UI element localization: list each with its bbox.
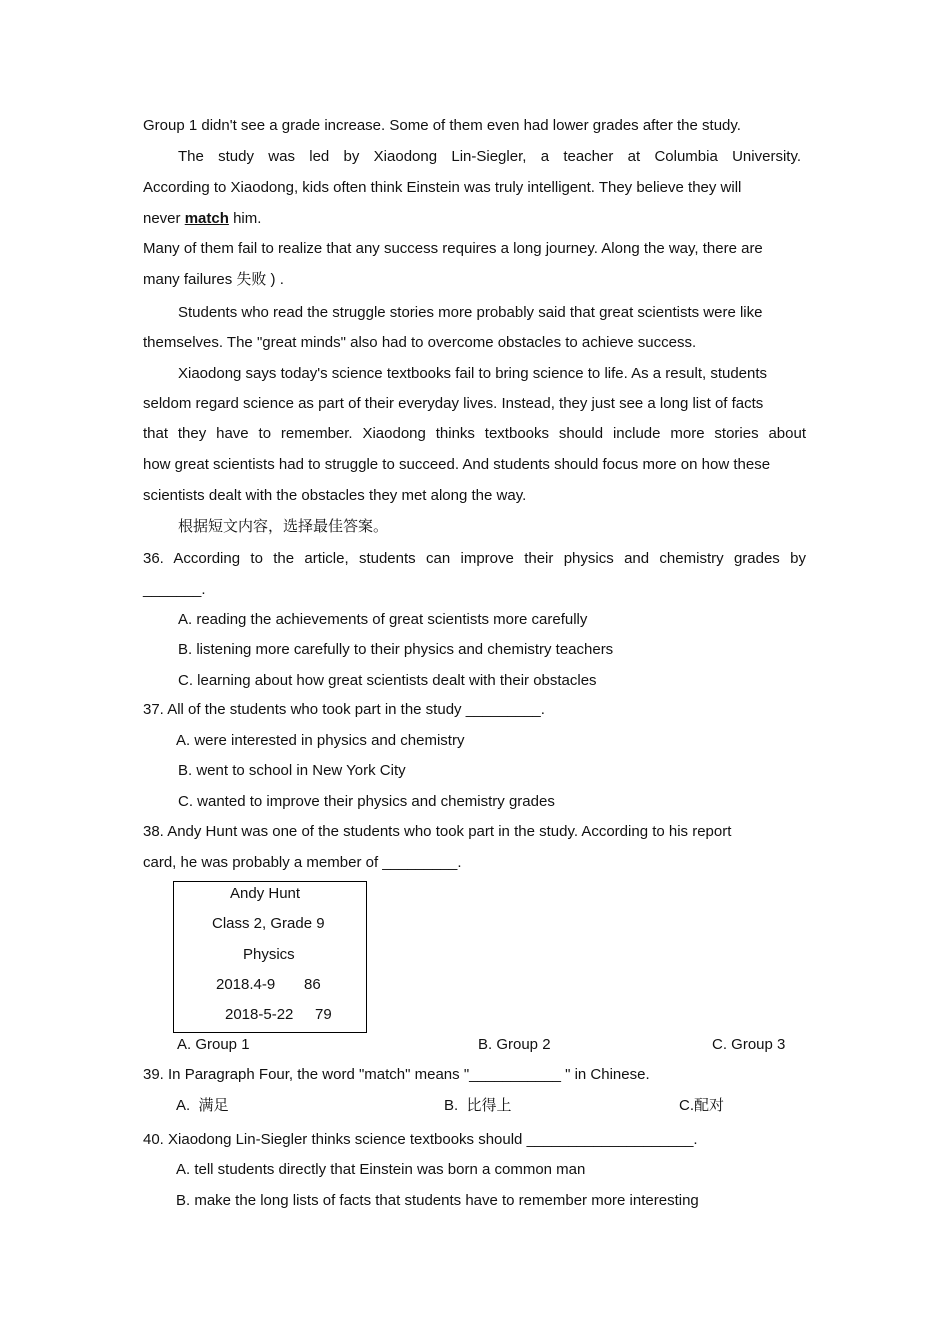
p7-line-1: Xiaodong says today's science textbooks fail to bring science to life. As a result, students (178, 365, 768, 382)
report-name: Andy Hunt (230, 885, 301, 902)
p7-line-2: seldom regard science as part of their everyday lives. Instead, they just see a long list of facts (143, 395, 764, 412)
q38-stem-1: 38. Andy Hunt was one of the students who took part in the study. According to his report (143, 823, 732, 840)
p7-line-5: scientists dealt with the obstacles they met along the way. (143, 487, 527, 504)
q37-option-a: A. were interested in physics and chemistry (176, 732, 465, 749)
report-score-2: 79 (315, 1006, 332, 1023)
q40-option-b: B. make the long lists of facts that students have to remember more interesting (176, 1192, 699, 1209)
p6-line-2: themselves. The "great minds" also had to overcome obstacles to achieve success. (143, 334, 697, 351)
q38-option-a: A. Group 1 (177, 1036, 250, 1053)
q40-stem: 40. Xiaodong Lin-Siegler thinks science textbooks should ____________________. (143, 1131, 698, 1148)
q36-stem: 36. According to the article, students can improve their physics and chemistry grades by (143, 550, 806, 567)
match-word: match (184, 210, 229, 227)
p4-him: him. (233, 210, 262, 227)
report-class: Class 2, Grade 9 (212, 915, 325, 932)
q39-option-b: B. 比得上 (444, 1097, 512, 1114)
q38-option-c: C. Group 3 (712, 1036, 786, 1053)
p4-line-3 (143, 209, 261, 229)
q36-option-c: C. learning about how great scientists dealt with their obstacles (178, 672, 597, 689)
q36-option-a: A. reading the achievements of great scientists more carefully (178, 611, 588, 628)
q39-option-c: C.配对 (679, 1097, 725, 1114)
p7-line-4: how great scientists had to struggle to succeed. And students should focus more on how these (143, 456, 771, 473)
q37-stem: 37. All of the students who took part in the study _________. (143, 701, 545, 718)
q38-stem-2: card, he was probably a member of _________. (143, 854, 462, 871)
report-date-2: 2018-5-22 (225, 1006, 294, 1023)
q39-stem: 39. In Paragraph Four, the word "match" means "___________ " in Chinese. (143, 1066, 650, 1083)
instruction: 根据短文内容，选择最佳答案。 (178, 518, 389, 535)
p4-line-1: The study was led by Xiaodong Lin-Siegler, a teacher at Columbia University. (178, 148, 801, 165)
report-subject: Physics (243, 946, 295, 963)
p7-line-3: that they have to remember. Xiaodong thinks textbooks should include more stories about (143, 425, 806, 442)
report-date-1: 2018.4-9 (216, 976, 276, 993)
q36-blank: _______. (143, 581, 206, 598)
p5-line-1: Many of them fail to realize that any success requires a long journey. Along the way, there are (143, 240, 763, 257)
report-card (173, 881, 367, 1033)
p3-end: Group 1 didn't see a grade increase. Some of them even had lower grades after the study. (143, 117, 741, 134)
q36-option-b: B. listening more carefully to their physics and chemistry teachers (178, 641, 614, 658)
p4-never: never (143, 210, 181, 227)
report-score-1: 86 (304, 976, 321, 993)
q37-option-b: B. went to school in New York City (178, 762, 406, 779)
q39-option-a: A. 满足 (176, 1097, 229, 1114)
p6-line-1: Students who read the struggle stories more probably said that great scientists were like (178, 304, 763, 321)
q40-option-a: A. tell students directly that Einstein was born a common man (176, 1161, 586, 1178)
q38-option-b: B. Group 2 (478, 1036, 551, 1053)
p5-line-2: many failures 失败 ) . (143, 271, 284, 288)
p4-line-2: According to Xiaodong, kids often think Einstein was truly intelligent. They believe they will (143, 179, 742, 196)
q37-option-c: C. wanted to improve their physics and chemistry grades (178, 793, 555, 810)
